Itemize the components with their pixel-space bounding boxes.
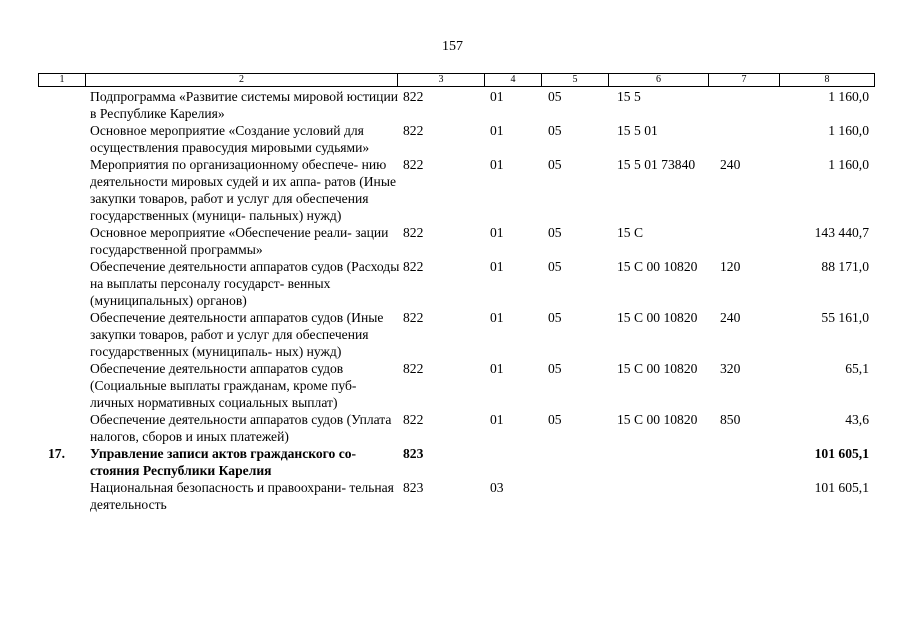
admin-code: 822	[403, 259, 424, 274]
target-article-code: 15 С 00 10820	[617, 412, 698, 427]
amount: 43,6	[845, 412, 869, 427]
subsection-code: 05	[548, 361, 562, 376]
item-name: Основное мероприятие «Обеспечение реали- зации государственной программы»	[90, 225, 389, 257]
admin-code: 822	[403, 225, 424, 240]
table-row	[38, 360, 875, 411]
expense-type-code: 120	[720, 259, 741, 274]
section-code: 01	[490, 259, 504, 274]
target-article-code: 15 С	[617, 225, 644, 240]
header-cell-2: 2	[86, 74, 398, 86]
amount: 1 160,0	[828, 89, 869, 104]
table-row	[38, 88, 875, 122]
amount: 1 160,0	[828, 157, 869, 172]
section-code: 01	[490, 361, 504, 376]
item-name: Основное мероприятие «Создание условий для осуществления правосудия мировыми судьями»	[90, 123, 370, 155]
header-cell-6: 6	[609, 74, 709, 86]
amount: 101 605,1	[814, 446, 869, 461]
admin-code: 823	[403, 446, 424, 461]
section-code: 01	[490, 225, 504, 240]
admin-code: 822	[403, 412, 424, 427]
row-number: 17.	[48, 446, 65, 461]
amount: 101 605,1	[814, 480, 869, 495]
target-article-code: 15 С 00 10820	[617, 259, 698, 274]
header-cell-8: 8	[824, 74, 830, 85]
admin-code: 822	[403, 310, 424, 325]
subsection-code: 05	[548, 225, 562, 240]
amount: 88 171,0	[821, 259, 869, 274]
expense-type-code: 850	[720, 412, 741, 427]
amount: 143 440,7	[814, 225, 869, 240]
amount: 1 160,0	[828, 123, 869, 138]
section-code: 01	[490, 412, 504, 427]
table-row	[38, 156, 875, 224]
subsection-code: 05	[548, 259, 562, 274]
header-cell-4: 4	[485, 74, 542, 86]
table-row	[38, 224, 875, 258]
expense-type-code: 240	[720, 310, 741, 325]
header-cell-3: 3	[398, 74, 485, 86]
table-row	[38, 479, 875, 513]
header-cell-7: 7	[709, 74, 780, 86]
item-name: Управление записи актов гражданского со- стояния Республики Карелия	[90, 446, 357, 478]
budget-table-body	[38, 88, 875, 513]
admin-code: 822	[403, 123, 424, 138]
subsection-code: 05	[548, 157, 562, 172]
item-name: Обеспечение деятельности аппаратов судов (Уплата налогов, сборов и иных платежей)	[90, 412, 392, 444]
item-name: Национальная безопасность и правоохрани- тельная деятельность	[90, 480, 394, 512]
target-article-code: 15 5 01	[617, 123, 658, 138]
item-name: Обеспечение деятельности аппаратов судов (Иные закупки товаров, работ и услуг для обеспечения государственных (муниципаль- ных) нужд)	[90, 310, 384, 359]
subsection-code: 05	[548, 89, 562, 104]
table-row	[38, 122, 875, 156]
item-name: Обеспечение деятельности аппаратов судов (Социальные выплаты гражданам, кроме пуб- личных нормативных социальных выплат)	[90, 361, 357, 410]
item-name: Подпрограмма «Развитие системы мировой юстиции в Республике Карелия»	[90, 89, 399, 121]
section-code: 01	[490, 310, 504, 325]
admin-code: 822	[403, 89, 424, 104]
table-header	[38, 73, 875, 87]
section-code: 01	[490, 123, 504, 138]
admin-code: 823	[403, 480, 424, 495]
subsection-code: 05	[548, 412, 562, 427]
header-cell-1: 1	[39, 74, 86, 86]
admin-code: 822	[403, 157, 424, 172]
section-code: 03	[490, 480, 504, 495]
target-article-code: 15 С 00 10820	[617, 361, 698, 376]
amount: 65,1	[845, 361, 869, 376]
table-row	[38, 445, 875, 479]
target-article-code: 15 5	[617, 89, 641, 104]
section-code: 01	[490, 157, 504, 172]
subsection-code: 05	[548, 123, 562, 138]
item-name: Мероприятия по организационному обеспече- нию деятельности мировых судей и их аппа- ратов (Иные закупки товаров, работ и услуг для обеспечения государственных (муници- пальных) нужд)	[90, 157, 396, 223]
target-article-code: 15 5 01 73840	[617, 157, 696, 172]
table-row	[38, 258, 875, 309]
item-name: Обеспечение деятельности аппаратов судов (Расходы на выплаты персоналу государст- венных (муниципальных) органов)	[90, 259, 400, 308]
subsection-code: 05	[548, 310, 562, 325]
target-article-code: 15 С 00 10820	[617, 310, 698, 325]
table-row	[38, 309, 875, 360]
admin-code: 822	[403, 361, 424, 376]
header-cell-5: 5	[542, 74, 609, 86]
section-code: 01	[490, 89, 504, 104]
amount: 55 161,0	[821, 310, 869, 325]
expense-type-code: 320	[720, 361, 741, 376]
expense-type-code: 240	[720, 157, 741, 172]
table-row	[38, 411, 875, 445]
page-number: 157	[442, 39, 463, 54]
